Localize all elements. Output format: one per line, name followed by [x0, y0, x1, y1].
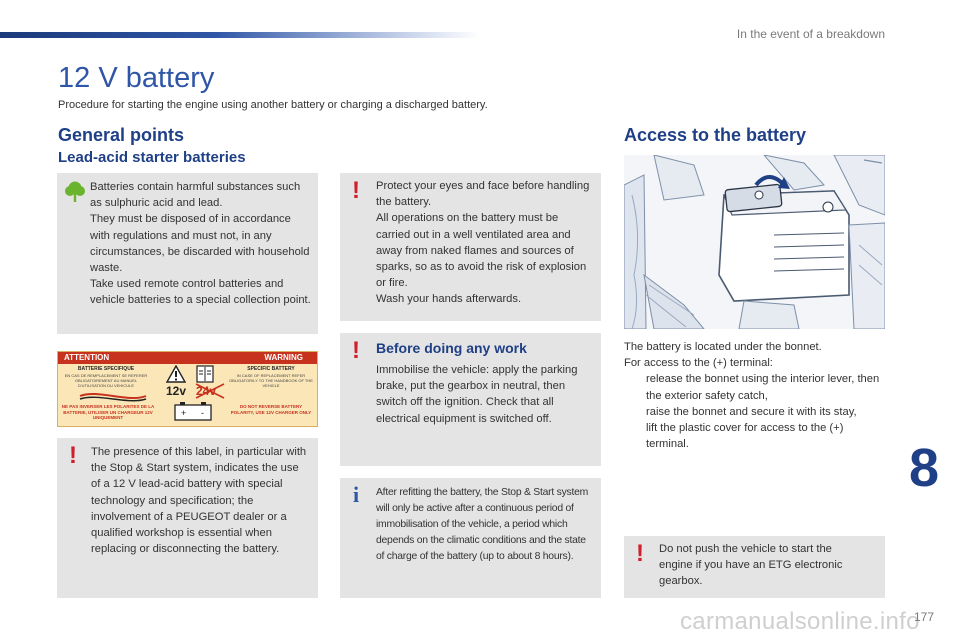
etg-warning-box [624, 536, 885, 598]
after-refit-box [340, 478, 601, 598]
lead-acid-heading: Lead-acid starter batteries [58, 149, 246, 166]
environment-tree-icon [63, 179, 87, 203]
access-step: raise the bonnet and secure it with its stay, [624, 404, 886, 420]
battery-illustration [624, 155, 885, 329]
environment-box [57, 173, 318, 334]
label-en-warning: DO NOT REVERSE BATTERY POLARITY, USE 12V CHARGER ONLY [230, 404, 312, 415]
protect-text: Protect your eyes and face before handling the battery. All operations on the battery must be carried out in a well ventilated area and away from naked flames and sources of sparks, so as to avoid the risk of explosion or fire. Wash your hands afterwards. [376, 180, 590, 306]
label-manual-icon [196, 365, 214, 383]
info-icon: i [353, 482, 360, 507]
general-points-heading: General points [58, 125, 185, 145]
label-en-text: IN CASE OF REPLACEMENT REFER OBLIGATORILY TO THE HANDBOOK OF THE VEHICLE [229, 373, 313, 388]
access-instructions [624, 339, 886, 452]
etg-warning-text: Do not push the vehicle to start the engine if you have an ETG electronic gearbox. [659, 543, 843, 588]
label-jump-cables-icon [78, 389, 148, 403]
engine-bay-drawing [624, 155, 885, 329]
bullet-icon [624, 371, 646, 403]
watermark: carmanualsonline.info [680, 608, 920, 635]
label-en-title: SPECIFIC BATTERY [247, 366, 295, 372]
page-title: 12 V battery [58, 62, 215, 94]
label-24v: 24v [196, 384, 217, 398]
warning-exclamation-icon: ! [352, 337, 360, 364]
chapter-number: 8 [908, 438, 940, 498]
label-fr-text: EN CAS DE REMPLACEMENT SE REFERER OBLIGATOIREMENT AU MANUEL D'UTILISATION DU VEHICULE [64, 373, 148, 388]
svg-text:+: + [181, 408, 187, 418]
protect-box [340, 173, 601, 321]
warning-exclamation-icon: ! [636, 540, 644, 567]
environment-text: Batteries contain harmful substances such as sulphuric acid and lead. They must be disposed of in accordance with regulations and must not, in any circumstances, be discarded with household waste. Take used remote control batteries and vehicle batteries to a special collection point. [90, 181, 311, 307]
label-warning: WARNING [264, 353, 303, 362]
battery-warning-label [57, 351, 318, 427]
bullet-icon [624, 404, 646, 420]
before-work-text: Immobilise the vehicle: apply the parking brake, put the gearbox in neutral, then switch off the ignition. Check that all electrical equipment is switched off. [376, 364, 578, 425]
warning-exclamation-icon: ! [69, 442, 77, 469]
access-step: release the bonnet using the interior lever, then the exterior safety catch, [624, 371, 886, 403]
before-work-box [340, 333, 601, 466]
page-subtitle: Procedure for starting the engine using another battery or charging a discharged battery. [58, 99, 488, 111]
label-cross-icon [194, 382, 226, 400]
label-battery-icon [173, 401, 213, 421]
label-fr-warning: NE PAS INVERSER LES POLARITES DE LA BATTERIE, UTILISER UN CHARGEUR 12V UNIQUEMENT [61, 404, 155, 420]
access-intro-2: For access to the (+) terminal: [624, 357, 773, 370]
after-refit-text: After refitting the battery, the Stop & Start system will only be active after a continuous period of immobilisation of the vehicle, a period which depends on the climatic conditions and the state of charge of the battery (up to about 8 hours). [376, 487, 589, 562]
label-fr-title: BATTERIE SPECIFIQUE [77, 366, 135, 372]
section-label: In the event of a breakdown [736, 27, 885, 41]
label-attention: ATTENTION [64, 353, 110, 362]
access-intro-1: The battery is located under the bonnet. [624, 341, 822, 353]
label-warning-triangle-icon [166, 365, 186, 383]
header-bar [0, 32, 480, 38]
access-step: lift the plastic cover for access to the (+) terminal. [624, 420, 886, 452]
before-work-heading: Before doing any work [376, 340, 527, 356]
svg-text:-: - [201, 408, 204, 418]
label-info-box [57, 438, 318, 598]
warning-exclamation-icon: ! [352, 177, 360, 204]
page-number: 177 [914, 610, 935, 624]
access-battery-heading: Access to the battery [624, 125, 807, 145]
label-info-text: The presence of this label, in particular with the Stop & Start system, indicates the use of a 12 V lead-acid battery with special technology and specification; the involvement of a PEUGEOT dealer or a qualified workshop is essential when replacing or disconnecting the battery. [91, 446, 307, 556]
label-12v: 12v [166, 384, 187, 398]
bullet-icon [624, 420, 646, 452]
